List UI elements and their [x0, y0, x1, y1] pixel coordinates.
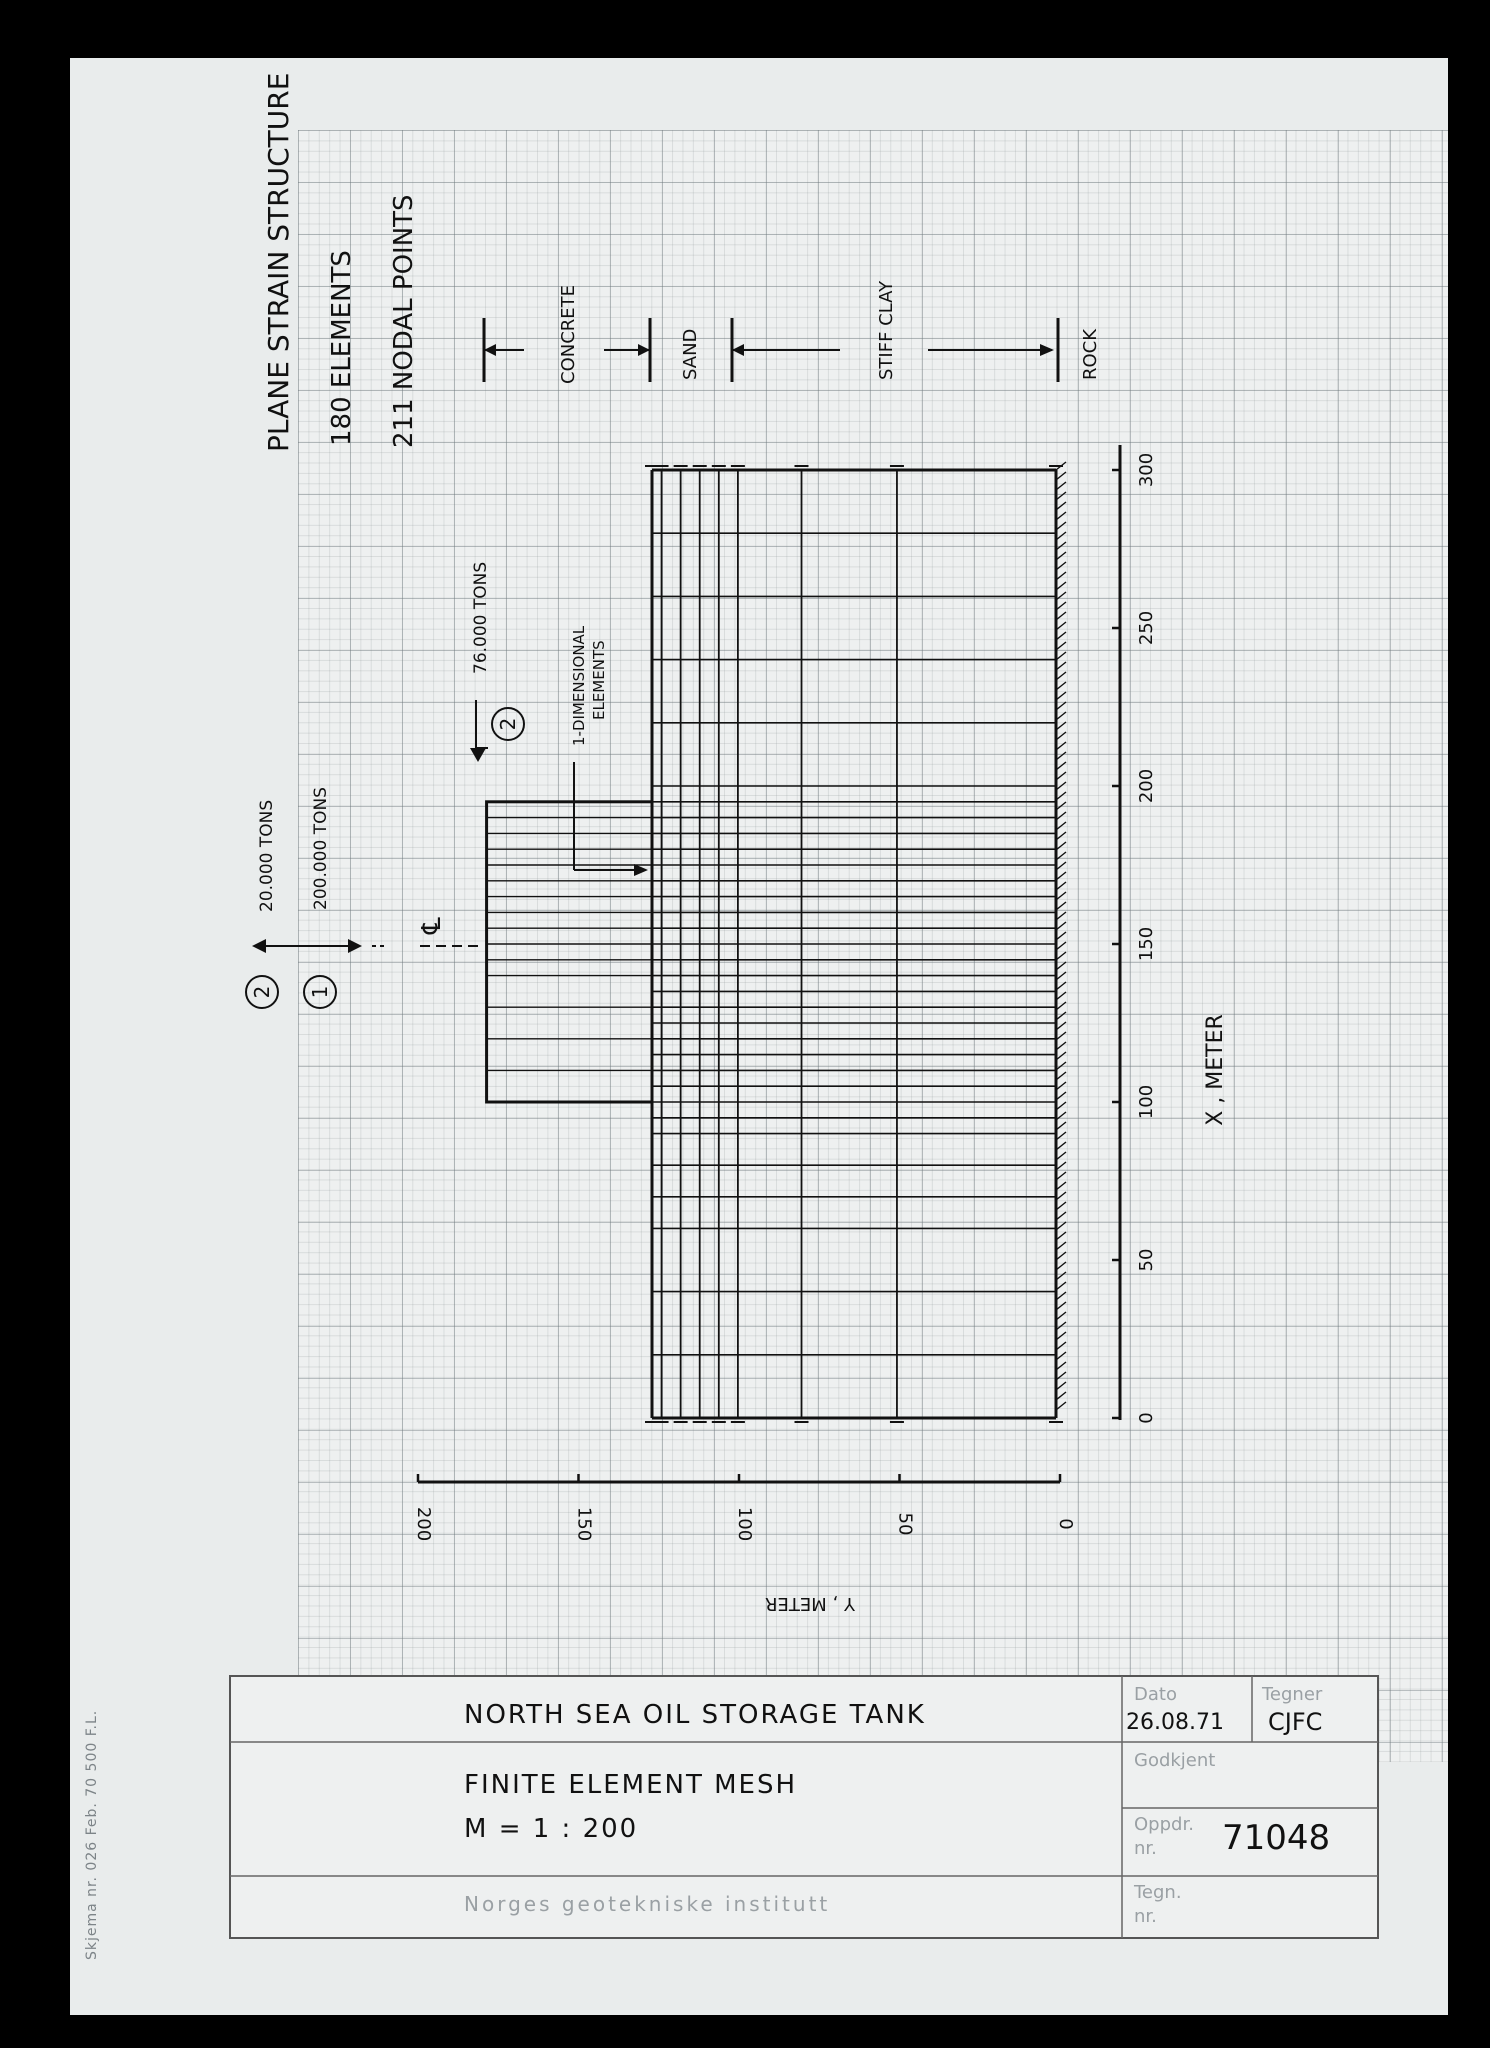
one-dim-elements-label-1: 1-DIMENSIONAL [570, 625, 588, 746]
load-76000-label: 76.000 TONS [471, 561, 491, 674]
order-label-1: Oppdr. [1134, 1814, 1194, 1835]
x-tick-label: 300 [1136, 452, 1157, 488]
y-tick-label: 0 [1055, 1518, 1076, 1530]
project-title: NORTH SEA OIL STORAGE TANK [464, 1700, 926, 1730]
drawing-scale: M = 1 : 200 [464, 1814, 639, 1844]
load-case-1-number: 1 [308, 985, 332, 999]
x-axis-label: X , METER [1203, 1014, 1228, 1126]
institute-name: Norges geotekniske institutt [464, 1892, 831, 1916]
nodal-points-note: 211 NODAL POINTS [389, 194, 419, 448]
drawing-no-label-1: Tegn. [1134, 1882, 1182, 1903]
order-label-2: nr. [1134, 1838, 1157, 1859]
x-tick-label: 250 [1136, 610, 1157, 646]
approved-label: Godkjent [1134, 1750, 1216, 1771]
x-tick-label: 50 [1136, 1248, 1157, 1272]
date-value: 26.08.71 [1126, 1710, 1224, 1735]
drawn-by-value: CJFC [1268, 1708, 1323, 1736]
y-tick-label: 50 [894, 1512, 916, 1536]
y-tick-label: 100 [734, 1506, 755, 1542]
drawing-title: FINITE ELEMENT MESH [464, 1770, 798, 1800]
x-tick-label: 150 [1136, 926, 1157, 962]
x-tick-label: 200 [1136, 768, 1157, 804]
plane-strain-note: PLANE STRAIN STRUCTURE [262, 72, 295, 452]
x-tick-label: 0 [1136, 1412, 1157, 1424]
concrete-label: CONCRETE [558, 284, 579, 384]
y-axis-label: Y , METER [765, 1593, 855, 1614]
load-case-2-number: 2 [250, 985, 274, 999]
centerline-symbol: ℄ [417, 917, 447, 934]
rock-label: ROCK [1080, 328, 1101, 380]
drawing-no-label-2: nr. [1134, 1906, 1157, 1927]
sand-label: SAND [680, 328, 701, 380]
load-20000-label: 20.000 TONS [257, 799, 277, 912]
stiff-clay-label: STIFF CLAY [876, 280, 897, 380]
load-case-2-number-b: 2 [496, 717, 520, 731]
elements-count-note: 180 ELEMENTS [327, 250, 357, 446]
x-tick-label: 100 [1136, 1084, 1157, 1120]
y-tick-label: 150 [573, 1506, 595, 1542]
date-label: Dato [1134, 1684, 1177, 1705]
form-print-text: Skjema nr. 026 Feb. 70 500 F.L. [84, 1709, 100, 1960]
y-tick-label: 200 [413, 1506, 434, 1542]
drawn-by-label: Tegner [1262, 1684, 1323, 1705]
order-number: 71048 [1222, 1818, 1331, 1858]
load-200000-label: 200.000 TONS [311, 787, 331, 910]
one-dim-elements-label-2: ELEMENTS [590, 640, 608, 720]
